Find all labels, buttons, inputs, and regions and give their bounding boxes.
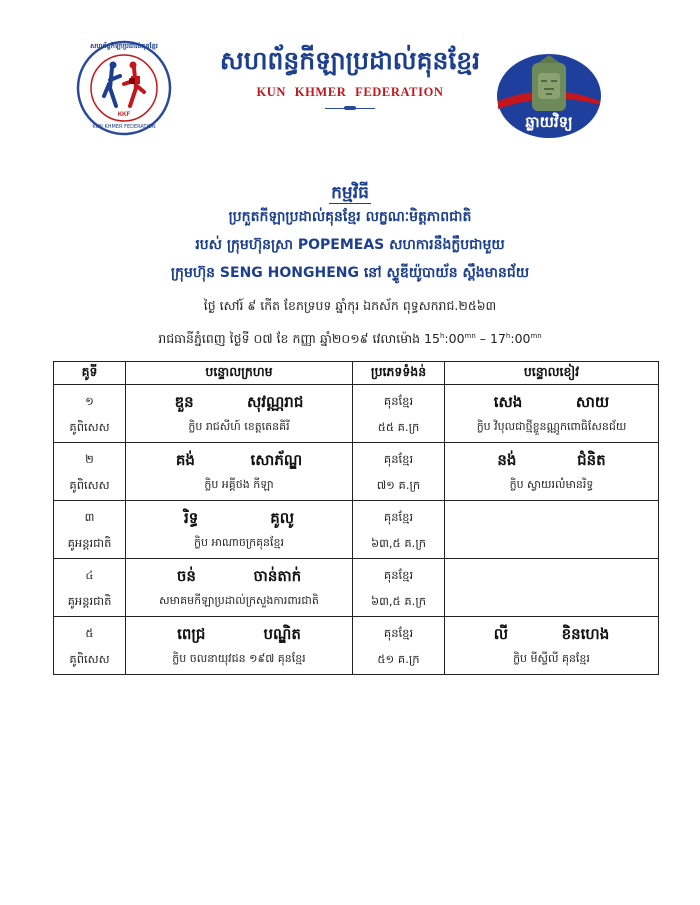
- event-title-line-3: ក្រុមហ៊ុន SENG HONGHENG នៅ ស្ទូឌីយ៉ូបាយ័ន ស្ពឹងមានជ័យ: [170, 265, 530, 281]
- red-fighter-club: សមាគមកីឡាប្រដាល់ក្រសួងការពារជាតិ: [159, 593, 319, 607]
- blue-corner-empty: [445, 559, 659, 617]
- red-fighter-club: ក្លិប អាណាចក្រគុនខ្មែរ: [193, 535, 285, 549]
- table-row: [54, 443, 659, 501]
- end-hour: 17: [490, 331, 506, 346]
- bout-category: គូអន្តរជាតិ: [67, 593, 112, 608]
- bout-table: [53, 361, 659, 675]
- minute-suffix: mn: [530, 331, 542, 340]
- program-title: កម្មវិធី: [331, 183, 369, 203]
- hour-suffix: h: [505, 331, 511, 340]
- red-fighter-club: ក្លិប អគ្គីថង កីឡា: [204, 477, 274, 491]
- blue-fighter-club: ក្លិប វិបុលជាថ្មីខ្លួនណ្ណូកពោធិសែនជ័យ: [476, 419, 627, 433]
- start-minute: 00: [448, 331, 465, 346]
- kkf-logo: [76, 40, 172, 136]
- bout-number: ៣: [84, 509, 95, 524]
- blue-first-name: លី: [493, 624, 509, 643]
- red-fighter-name: [126, 505, 352, 531]
- event-title-line-1: ប្រកួតកីឡាប្រដាល់គុនខ្មែរ លក្ខណៈមិត្តភាពជាតិ: [228, 209, 472, 225]
- time-colon: :: [510, 331, 515, 346]
- weight-type: គុនខ្មែរ: [383, 567, 414, 582]
- event-date-time: [0, 331, 700, 350]
- end-minute: 00: [514, 331, 531, 346]
- blue-last-name: ខិនហេង: [561, 624, 610, 643]
- weight-value: ៥៥ គ.ក្រ: [377, 419, 420, 434]
- red-fighter-club: ក្លិប រាជសីហ៍ ខេត្តតេនគិរី: [188, 419, 290, 433]
- weight-type: គុនខ្មែរ: [383, 393, 414, 408]
- program-title-underline: [329, 203, 371, 204]
- weight-type: គុនខ្មែរ: [383, 451, 414, 466]
- bout-number: ៥: [85, 625, 94, 640]
- red-first-name: ចន់: [176, 566, 196, 585]
- weight-value: ៦៣,៥ គ.ក្រ: [370, 593, 427, 608]
- table-row: [54, 385, 659, 443]
- blue-last-name: ជំនិត: [577, 450, 606, 469]
- red-last-name: បណ្ឌិត: [263, 624, 301, 643]
- red-first-name: រិទ្ធ: [183, 508, 199, 527]
- time-separator: –: [475, 331, 490, 346]
- table-row: [54, 617, 659, 675]
- angkor-temple-face-logo: [496, 53, 602, 139]
- lunar-date: ថ្ងៃ សៅរ៍ ៩ កើត ខែភទ្របទ ឆ្នាំកុរ ឯកស័ក ពុទ្ធសករាជ.២៥៦៣: [203, 298, 497, 313]
- table-row: [54, 501, 659, 559]
- logo-inner-text: KUN KHMER FEDERATION: [92, 124, 156, 130]
- bout-category: គូពិសេស: [69, 651, 110, 666]
- red-last-name: គូលូ: [270, 508, 295, 527]
- blue-corner-empty: [445, 501, 659, 559]
- blue-fighter-name: [445, 389, 658, 415]
- event-title-line-2: របស់ ក្រុមហ៊ុនស្រា POPEMEAS សហការនឹងក្លឹបជាមួយ: [195, 237, 505, 253]
- start-hour: 15: [424, 331, 440, 346]
- logo-caption: ឆ្លាយវិទ្យ: [525, 113, 573, 131]
- blue-fighter-club: ក្លិប មីស្ទីលី គុនខ្មែរ: [513, 651, 590, 665]
- header-weight-class: ប្រភេទទំងន់: [353, 362, 445, 385]
- blue-fighter-club: ក្លិប ស្វាយរលំមានរិទ្ធ: [509, 477, 594, 491]
- weight-value: ៦៣,៥ គ.ក្រ: [370, 535, 427, 550]
- red-first-name: ឌួន: [174, 392, 194, 411]
- table-row: [54, 559, 659, 617]
- weight-value: ៥១ គ.ក្រ: [377, 651, 420, 666]
- time-colon: :: [444, 331, 449, 346]
- bout-number: ១: [85, 393, 94, 408]
- svg-text:KKF: KKF: [117, 112, 131, 118]
- blue-fighter-name: [445, 447, 658, 473]
- bout-number: ២: [85, 451, 94, 466]
- bout-category: គូពិសេស: [69, 477, 110, 492]
- org-name-en: KUN KHMER FEDERATION: [256, 85, 444, 99]
- bout-number: ៤: [85, 567, 94, 582]
- date-location: រាជធានីភ្នំពេញ ថ្ងៃទី ០៧ ខែ កញ្ញា ឆ្នាំ២០១៩ វេលាម៉ោង: [158, 331, 425, 346]
- weight-type: គុនខ្មែរ: [383, 625, 414, 640]
- red-fighter-name: [126, 389, 352, 415]
- red-fighter-name: [126, 447, 352, 473]
- hour-suffix: h: [439, 331, 445, 340]
- header-bout-no: គូទី: [54, 362, 126, 385]
- org-divider-ornament: [344, 106, 356, 110]
- weight-value: ៧១ គ.ក្រ: [376, 477, 421, 492]
- weight-type: គុនខ្មែរ: [383, 509, 414, 524]
- red-fighter-name: [126, 563, 352, 589]
- minute-suffix: mn: [464, 331, 476, 340]
- blue-first-name: សេង: [493, 392, 523, 411]
- red-fighter-name: [126, 621, 352, 647]
- blue-first-name: នង់: [497, 450, 517, 469]
- header-blue-corner: បន្ទោលខៀវ: [445, 362, 659, 385]
- header-red-corner: បន្ទោលក្រហម: [126, 362, 353, 385]
- red-last-name: ចាន់តាក់: [253, 566, 302, 585]
- red-first-name: គង់: [175, 450, 195, 469]
- bout-category: គូអន្តរជាតិ: [67, 535, 112, 550]
- red-last-name: សោភ័ណ្ឌ: [250, 450, 303, 469]
- red-last-name: សុវណ្ណរាជ: [246, 392, 304, 411]
- blue-fighter-name: [445, 621, 658, 647]
- red-fighter-club: ក្លិប ចលនាយុវជន ១៩៧ គុនខ្មែរ: [172, 651, 306, 665]
- blue-last-name: សាយ: [575, 392, 610, 411]
- red-first-name: ពេជ្រ: [177, 624, 206, 643]
- logo-ring-text: សហព័ន្ធកីឡាប្រដាល់គុនខ្មែរ: [90, 42, 158, 50]
- org-name-kh: សហព័ន្ធកីឡាប្រដាល់គុនខ្មែរ: [219, 46, 481, 75]
- table-header-row: [54, 362, 659, 385]
- bout-category: គូពិសេស: [69, 419, 110, 434]
